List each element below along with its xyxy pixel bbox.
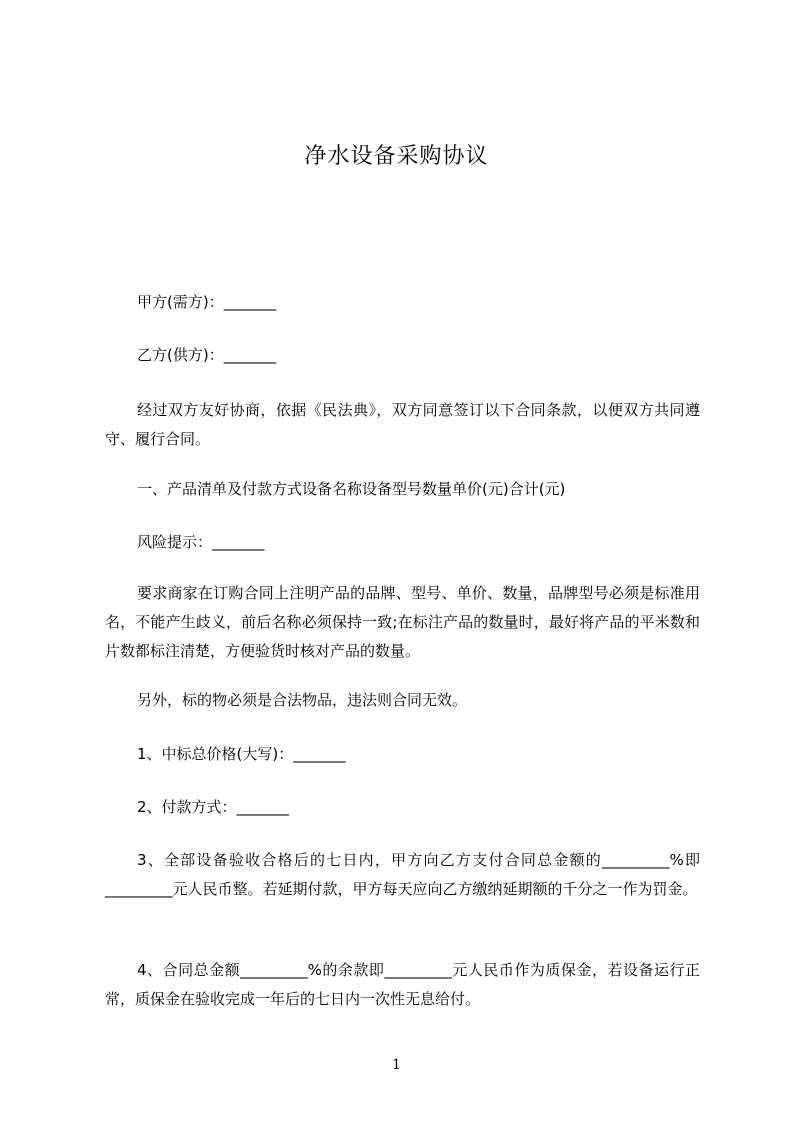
- clause-4-warranty-deposit: 4、合同总金额_________%的余款即_________元人民币作为质保金，若设备运行正常，质保金在验收完成一年后的七日内一次性无息给付。: [105, 961, 700, 1008]
- party-b-line: 乙方(供方)：_______: [137, 346, 277, 364]
- page-number: 1: [392, 1057, 401, 1073]
- clause-3-payment-terms: 3、全部设备验收合格后的七日内，甲方向乙方支付合同总金额的_________%即_________元人民币整。若延期付款，甲方每天应向乙方缴纳延期额的千分之一作为罚金。: [105, 851, 700, 898]
- section-1-heading: 一、产品清单及付款方式设备名称设备型号数量单价(元)合计(元): [137, 480, 566, 498]
- intro-paragraph: 经过双方友好协商，依据《民法典》，双方同意签订以下合同条款，以便双方共同遵守、履行合同。: [105, 401, 700, 448]
- party-a-line: 甲方(需方)：_______: [137, 293, 277, 311]
- legal-note: 另外，标的物必须是合法物品，违法则合同无效。: [137, 691, 468, 709]
- document-title: 净水设备采购协议: [304, 144, 489, 169]
- clause-2-payment-method: 2、付款方式：_______: [137, 798, 290, 816]
- risk-tip-paragraph: 要求商家在订购合同上注明产品的品牌、型号、单价、数量，品牌型号必须是标准用名，不能产生歧义，前后名称必须保持一致;在标注产品的数量时，最好将产品的平米数和片数都标注清楚，方便验货时核对产品的数量。: [105, 584, 700, 660]
- risk-tip-label: 风险提示：_______: [137, 533, 265, 551]
- clause-1-total-price: 1、中标总价格(大写)：_______: [137, 745, 346, 763]
